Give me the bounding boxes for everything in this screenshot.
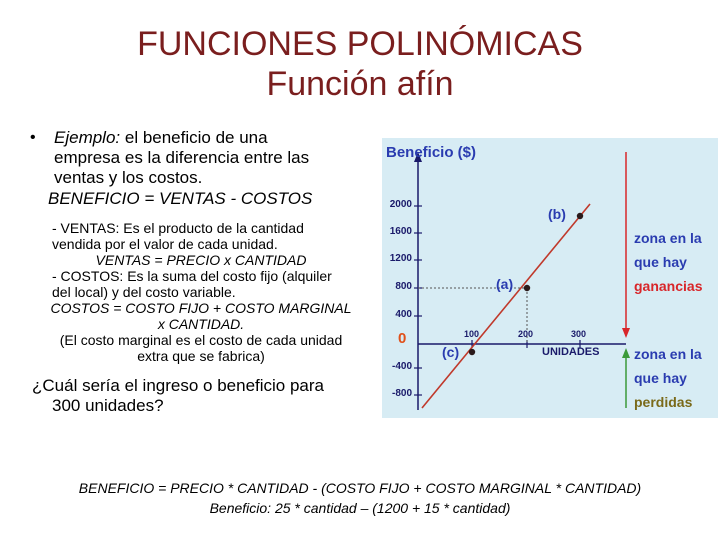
example-text-3: ventas y los costos.	[54, 168, 203, 187]
point-a	[524, 285, 530, 291]
example-text-2: empresa es la diferencia entre las	[54, 148, 310, 167]
benefit-line	[422, 204, 590, 408]
benefit-figure	[382, 138, 718, 418]
benefit-equation: BENEFICIO = VENTAS - COSTOS	[48, 189, 313, 208]
question	[26, 376, 376, 416]
example-lead: Ejemplo:	[54, 128, 121, 147]
costos-def-2: del local) y del costo variable.	[52, 284, 236, 300]
costos-equation-1: COSTOS = COSTO FIJO + COSTO MARGINAL	[50, 300, 352, 316]
y-tick-1600: 1600	[389, 226, 412, 237]
bottom-formula-2: Beneficio: 25 * cantidad – (1200 + 15 * cantidad)	[209, 500, 511, 516]
question-line-1: ¿Cuál sería el ingreso o beneficio para	[32, 376, 324, 395]
ventas-def-1: - VENTAS: Es el producto de la cantidad	[52, 220, 304, 236]
loss-zone-line-2: que hay	[634, 370, 687, 386]
gain-arrow-head-icon	[622, 328, 630, 338]
point-a-label: (a)	[496, 276, 514, 292]
title-line-1: FUNCIONES POLINÓMICAS	[137, 25, 583, 63]
question-line-2: 300 unidades?	[52, 396, 164, 415]
bottom-formulas	[0, 478, 720, 518]
x-axis-label: UNIDADES	[542, 346, 600, 358]
origin-zero-label: 0	[398, 330, 407, 347]
ventas-equation: VENTAS = PRECIO x CANTIDAD	[95, 252, 307, 268]
loss-arrow-head-icon	[622, 348, 630, 358]
costos-def-1: - COSTOS: Es la suma del costo fijo (alquiler	[52, 268, 332, 284]
y-tick-neg800: -800	[391, 388, 412, 399]
slide-title	[0, 24, 720, 104]
note-line-1: (El costo marginal es el costo de cada unidad	[59, 332, 343, 348]
x-tick-200: 200	[518, 329, 534, 339]
costos-equation-2: x CANTIDAD.	[157, 316, 245, 332]
title-line-2: Función afín	[266, 65, 454, 103]
example-bullet	[26, 128, 376, 188]
y-tick-800: 800	[395, 281, 412, 292]
y-tick-2000: 2000	[389, 199, 412, 210]
y-axis-label: Beneficio ($)	[386, 144, 477, 161]
left-text-column	[26, 128, 376, 416]
point-b	[577, 213, 583, 219]
y-tick-400: 400	[395, 309, 412, 320]
ventas-def-2: vendida por el valor de cada unidad.	[52, 236, 278, 252]
gain-zone-text	[634, 226, 702, 298]
x-tick-300: 300	[571, 329, 587, 339]
loss-zone-text	[634, 342, 702, 414]
x-tick-100: 100	[464, 329, 480, 339]
y-tick-neg400: -400	[391, 361, 412, 372]
y-tick-1200: 1200	[389, 253, 412, 264]
loss-zone-line-3: perdidas	[634, 394, 693, 410]
note-line-2: extra que se fabrica)	[137, 348, 265, 364]
gain-zone-line-1: zona en la	[634, 230, 702, 246]
bullet-icon: •	[30, 129, 36, 146]
loss-zone-line-1: zona en la	[634, 346, 702, 362]
gain-zone-line-3: ganancias	[634, 278, 703, 294]
gain-zone-line-2: que hay	[634, 254, 687, 270]
point-c-label: (c)	[442, 344, 460, 360]
point-b-label: (b)	[548, 206, 566, 222]
example-text-1: el beneficio de una	[120, 128, 268, 147]
bottom-formula-1: BENEFICIO = PRECIO * CANTIDAD - (COSTO FIJO + COSTO MARGINAL * CANTIDAD)	[78, 480, 642, 496]
definitions-block	[26, 220, 376, 364]
point-c	[469, 349, 475, 355]
